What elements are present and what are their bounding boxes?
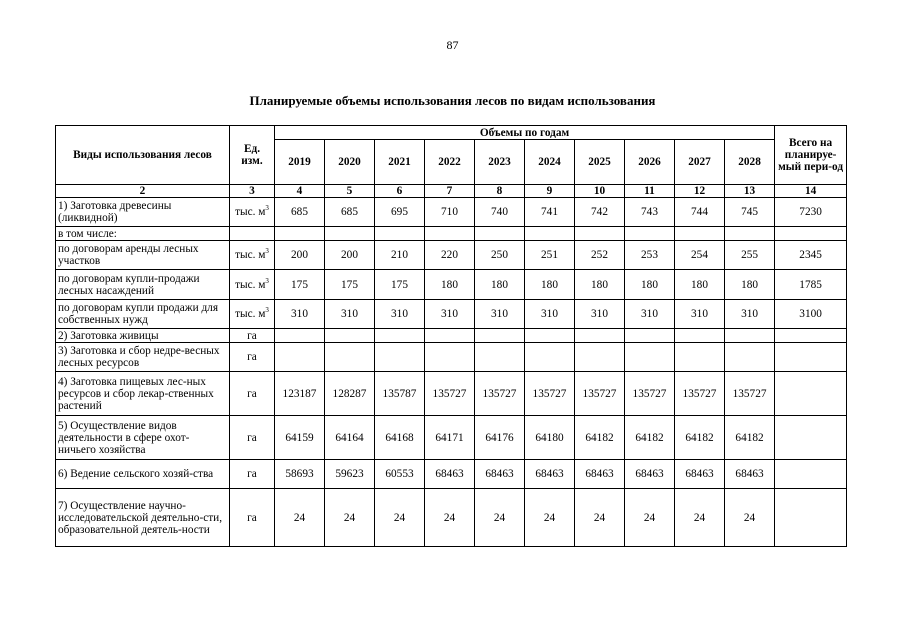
row-value: 685 [275, 198, 325, 227]
header-unit: Ед. изм. [230, 126, 275, 185]
row-value [725, 343, 775, 372]
row-value: 24 [575, 489, 625, 547]
row-value: 180 [725, 270, 775, 300]
table-row [56, 329, 847, 343]
row-value: 135727 [675, 372, 725, 416]
unit-text: тыс. м [235, 249, 266, 261]
row-value: 251 [525, 241, 575, 270]
row-value: 24 [475, 489, 525, 547]
row-value: 68463 [725, 460, 775, 489]
row-value: 180 [475, 270, 525, 300]
row-name: по договорам аренды лесных участков [56, 241, 230, 270]
table-row [56, 198, 847, 227]
row-value: 24 [675, 489, 725, 547]
row-value [425, 227, 475, 241]
row-value [325, 343, 375, 372]
row-unit [230, 300, 275, 329]
row-value [525, 329, 575, 343]
row-value: 135727 [475, 372, 525, 416]
row-value: 64164 [325, 416, 375, 460]
unit-text: га [247, 511, 257, 524]
row-value [625, 343, 675, 372]
row-name: 2) Заготовка живицы [56, 329, 230, 343]
row-total [775, 343, 847, 372]
row-total [775, 227, 847, 241]
row-value: 24 [275, 489, 325, 547]
forest-use-table [55, 125, 847, 547]
row-value [625, 227, 675, 241]
row-value: 252 [575, 241, 625, 270]
row-value [475, 329, 525, 343]
column-number: 7 [425, 185, 475, 198]
row-value: 310 [525, 300, 575, 329]
row-value: 24 [375, 489, 425, 547]
row-value: 310 [275, 300, 325, 329]
row-value [475, 227, 525, 241]
column-number: 11 [625, 185, 675, 198]
row-value: 741 [525, 198, 575, 227]
row-value: 254 [675, 241, 725, 270]
row-value: 310 [575, 300, 625, 329]
row-value: 64182 [725, 416, 775, 460]
row-name: в том числе: [56, 227, 230, 241]
header-year: 2028 [725, 140, 775, 185]
row-value: 740 [475, 198, 525, 227]
column-number: 5 [325, 185, 375, 198]
row-value: 135727 [725, 372, 775, 416]
row-value: 24 [725, 489, 775, 547]
table-row [56, 460, 847, 489]
unit-text: тыс. м [235, 278, 266, 291]
row-unit [230, 343, 275, 372]
table-header [56, 126, 847, 185]
row-name: 3) Заготовка и сбор недре-весных лесных ресурсов [56, 343, 230, 372]
row-value: 68463 [675, 460, 725, 489]
row-value: 180 [525, 270, 575, 300]
row-value: 64180 [525, 416, 575, 460]
row-value: 175 [275, 270, 325, 300]
row-name: 5) Осуществление видов деятельности в сфере охот-ничьего хозяйства [56, 416, 230, 460]
row-value: 135727 [575, 372, 625, 416]
column-number: 14 [775, 185, 847, 198]
row-unit [230, 198, 275, 227]
header-type: Виды использования лесов [56, 126, 230, 185]
row-value: 64182 [575, 416, 625, 460]
row-value: 135727 [625, 372, 675, 416]
row-value: 123187 [275, 372, 325, 416]
column-number: 13 [725, 185, 775, 198]
row-value [275, 227, 325, 241]
row-value [675, 329, 725, 343]
row-value: 310 [475, 300, 525, 329]
row-unit [230, 460, 275, 489]
row-value: 745 [725, 198, 775, 227]
row-name: 4) Заготовка пищевых лес-ных ресурсов и сбор лекар-ственных растений [56, 372, 230, 416]
row-value: 253 [625, 241, 675, 270]
row-value: 255 [725, 241, 775, 270]
row-name: 7) Осуществление научно-исследовательской деятельно-сти, образовательной деятель-ности [56, 489, 230, 547]
row-total [775, 489, 847, 547]
column-number: 9 [525, 185, 575, 198]
table-row [56, 270, 847, 300]
unit-text: га [247, 329, 257, 342]
row-value: 180 [575, 270, 625, 300]
row-value: 58693 [275, 460, 325, 489]
column-number: 6 [375, 185, 425, 198]
unit-text: га [247, 468, 257, 480]
header-year: 2023 [475, 140, 525, 185]
column-number: 2 [56, 185, 230, 198]
row-value: 310 [675, 300, 725, 329]
row-value: 135727 [525, 372, 575, 416]
row-value: 175 [325, 270, 375, 300]
column-numbers-row [56, 185, 847, 198]
row-value: 685 [325, 198, 375, 227]
row-name: 6) Ведение сельского хозяй-ства [56, 460, 230, 489]
row-name: 1) Заготовка древесины (ликвидной) [56, 198, 230, 227]
header-year: 2021 [375, 140, 425, 185]
row-value: 744 [675, 198, 725, 227]
row-value: 180 [675, 270, 725, 300]
row-unit [230, 489, 275, 547]
row-value: 200 [275, 241, 325, 270]
row-total: 3100 [775, 300, 847, 329]
row-value: 220 [425, 241, 475, 270]
row-unit [230, 329, 275, 343]
row-total [775, 329, 847, 343]
row-value [525, 227, 575, 241]
row-value: 310 [325, 300, 375, 329]
row-value: 64159 [275, 416, 325, 460]
column-number: 4 [275, 185, 325, 198]
row-value [275, 329, 325, 343]
row-value [675, 343, 725, 372]
row-value: 64171 [425, 416, 475, 460]
row-value: 180 [625, 270, 675, 300]
column-number: 8 [475, 185, 525, 198]
row-name: по договорам купли продажи для собственных нужд [56, 300, 230, 329]
header-year: 2020 [325, 140, 375, 185]
row-value [475, 343, 525, 372]
unit-text: га [247, 351, 257, 363]
row-value [425, 343, 475, 372]
row-total: 2345 [775, 241, 847, 270]
row-value [675, 227, 725, 241]
unit-text: тыс. м [235, 206, 266, 218]
page-title: Планируемые объемы использования лесов по видам использования [249, 93, 656, 108]
row-value: 310 [625, 300, 675, 329]
row-value: 24 [425, 489, 475, 547]
table-row [56, 489, 847, 547]
row-value: 59623 [325, 460, 375, 489]
row-value [575, 329, 625, 343]
unit-superscript: 3 [265, 247, 269, 256]
table-body [56, 185, 847, 547]
row-value: 310 [375, 300, 425, 329]
table-row [56, 300, 847, 329]
unit-superscript: 3 [265, 276, 269, 285]
table-row [56, 343, 847, 372]
row-value [625, 329, 675, 343]
row-value [525, 343, 575, 372]
row-name: по договорам купли-продажи лесных насаждений [56, 270, 230, 300]
row-value: 68463 [425, 460, 475, 489]
row-value: 200 [325, 241, 375, 270]
header-year: 2026 [625, 140, 675, 185]
row-value [725, 329, 775, 343]
row-value: 742 [575, 198, 625, 227]
row-value [575, 227, 625, 241]
row-value: 310 [425, 300, 475, 329]
row-value: 24 [525, 489, 575, 547]
row-value: 250 [475, 241, 525, 270]
row-value: 128287 [325, 372, 375, 416]
row-total: 1785 [775, 270, 847, 300]
row-value [325, 227, 375, 241]
row-value: 310 [725, 300, 775, 329]
row-value: 68463 [625, 460, 675, 489]
row-value: 60553 [375, 460, 425, 489]
table-row [56, 227, 847, 241]
row-value: 68463 [525, 460, 575, 489]
row-value: 64168 [375, 416, 425, 460]
row-unit [230, 270, 275, 300]
row-value: 135727 [425, 372, 475, 416]
row-value: 64182 [675, 416, 725, 460]
row-total: 7230 [775, 198, 847, 227]
unit-text: га [247, 387, 257, 400]
row-value [375, 227, 425, 241]
table-row [56, 372, 847, 416]
unit-superscript: 3 [265, 306, 269, 315]
row-unit [230, 227, 275, 241]
row-value: 64176 [475, 416, 525, 460]
row-total [775, 416, 847, 460]
row-value: 743 [625, 198, 675, 227]
row-unit [230, 241, 275, 270]
row-unit [230, 372, 275, 416]
row-value [325, 329, 375, 343]
header-year: 2027 [675, 140, 725, 185]
unit-text: тыс. м [235, 308, 266, 320]
header-year: 2024 [525, 140, 575, 185]
row-value: 695 [375, 198, 425, 227]
table-row [56, 416, 847, 460]
table-row [56, 241, 847, 270]
unit-text: га [247, 431, 257, 444]
header-total: Всего на планируе-мый пери-од [775, 126, 847, 185]
unit-superscript: 3 [265, 204, 269, 213]
row-value: 68463 [575, 460, 625, 489]
row-value: 64182 [625, 416, 675, 460]
row-value: 710 [425, 198, 475, 227]
header-year: 2022 [425, 140, 475, 185]
column-number: 12 [675, 185, 725, 198]
column-number: 3 [230, 185, 275, 198]
page-number: 87 [446, 38, 459, 52]
row-value [575, 343, 625, 372]
header-years-group: Объемы по годам [275, 126, 775, 140]
row-value [375, 329, 425, 343]
row-value: 68463 [475, 460, 525, 489]
row-value: 24 [625, 489, 675, 547]
header-year: 2019 [275, 140, 325, 185]
row-value [725, 227, 775, 241]
row-value: 175 [375, 270, 425, 300]
row-value: 135787 [375, 372, 425, 416]
row-unit [230, 416, 275, 460]
row-total [775, 460, 847, 489]
row-value: 180 [425, 270, 475, 300]
header-year: 2025 [575, 140, 625, 185]
row-value [375, 343, 425, 372]
row-value: 210 [375, 241, 425, 270]
row-value [425, 329, 475, 343]
column-number: 10 [575, 185, 625, 198]
row-value [275, 343, 325, 372]
row-total [775, 372, 847, 416]
row-value: 24 [325, 489, 375, 547]
